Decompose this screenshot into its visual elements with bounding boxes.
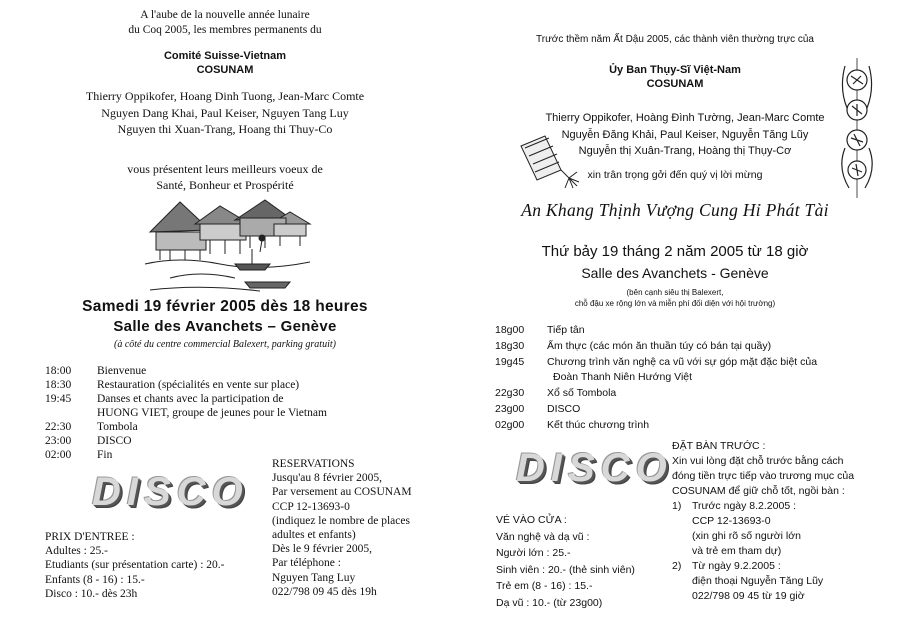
left-event-date: Samedi 19 février 2005 dès 18 heures [82,298,368,315]
schedule-item: Kết thúc chương trình [547,418,650,431]
right-event-date: Thứ bảy 19 tháng 2 năm 2005 từ 18 giờ [541,243,809,260]
price-line: Enfants (8 - 16) : 15.- [45,573,145,586]
ticket-line: Dạ vũ : 10.- (từ 23g00) [496,596,603,609]
intro-line: du Coq 2005, les membres permanents du [128,24,322,36]
left-schedule [45,364,415,462]
booking-item [672,499,892,559]
reservation-line: adultes et enfants) [272,529,356,542]
left-reservations [272,457,442,599]
schedule-time: 23:00 [45,435,72,447]
reservation-line: Par versement au COSUNAM [272,486,412,499]
firecracker-illustration [515,126,585,196]
reservation-line: Dès le 9 février 2005, [272,543,372,556]
booking-item-number: 1) [672,500,682,512]
schedule-item: Bienvenue [97,365,147,377]
booking-item-lines [692,559,892,604]
right-tickets [496,512,696,611]
ticket-line: Sinh viên : 20.- (thẻ sinh viên) [496,563,635,576]
right-page [450,0,900,636]
schedule-time: 23g00 [495,402,525,415]
booking-line: 022/798 09 45 từ 19 giờ [692,590,805,602]
right-greeting: An Khang Thịnh Vượng Cung Hỉ Phát Tài [521,200,829,220]
reservation-line: 022/798 09 45 dès 19h [272,585,377,598]
reservation-line: Jusqu'au 8 février 2005, [272,472,383,485]
left-disco-title: DISCO [92,470,249,514]
left-members [50,88,400,138]
schedule-time: 18:30 [45,379,72,391]
schedule-time: 19:45 [45,393,72,405]
booking-item [672,559,892,604]
booking-intro-line: COSUNAM để giữ chỗ tốt, ngồi bàn : [672,485,845,497]
ticket-line: Người lớn : 25.- [496,547,571,559]
member-line: Thierry Oppikofer, Hoàng Đình Tường, Jean-Marc Comte [545,112,825,124]
right-venue-notes [495,287,855,309]
schedule-item: Xổ số Tombola [547,387,617,400]
member-line: Nguyen Dang Khai, Paul Keiser, Nguyen Tang Luy [101,105,349,120]
price-line: Adultes : 25.- [45,545,108,558]
wishes-line: Santé, Bonheur et Prospérité [156,178,294,192]
booking-item-number: 2) [672,560,682,572]
booking-line: và trẻ em tham dự) [692,545,782,557]
booking-title: ĐẶT BÀN TRƯỚC : [672,440,766,452]
schedule-item: Tombola [97,421,138,433]
ticket-line: Văn nghệ và dạ vũ : [496,530,590,543]
booking-line: CCP 12-13693-0 [692,515,771,527]
left-prices [45,530,265,601]
schedule-time: 02g00 [495,418,525,431]
venue-note-line: (bên cạnh siêu thị Balexert, [626,288,724,297]
booking-item-lines [692,499,892,559]
reservations-title: RESERVATIONS [272,458,355,470]
schedule-time [45,406,89,420]
tickets-title: VÉ VÀO CỬA : [496,514,567,526]
schedule-item: Danses et chants avec la participation de [97,393,284,405]
schedule-item: DISCO [97,435,132,447]
booking-intro-line: đóng tiền trực tiếp vào trương mục của [672,470,855,482]
schedule-time: 22:30 [45,421,72,433]
ticket-line: Trẻ em (8 - 16) : 15.- [496,580,593,592]
reservation-line: Nguyen Tang Luy [272,571,356,584]
left-committee: Comité Suisse-Vietnam [163,50,287,62]
left-venue: Salle des Avanchets – Genève [113,318,337,335]
left-wishes [80,161,370,193]
right-intro: Trước thềm năm Ất Dậu 2005, các thành viên thường trực của [536,34,814,45]
price-line: Etudiants (sur présentation carte) : 20.- [45,559,225,572]
booking-line: Trước ngày 8.2.2005 : [692,500,796,512]
right-wishes: xin trân trọng gởi đến quý vị lời mừng [587,169,763,181]
booking-line: Từ ngày 9.2.2005 : [692,560,781,572]
member-line: Nguyễn thị Xuân-Trang, Hoàng thị Thụy-Cơ [578,145,792,157]
schedule-time: 18:00 [45,365,72,377]
left-venue-note: (à côté du centre commercial Balexert, parking gratuit) [114,339,336,350]
schedule-item: Fin [97,449,113,461]
schedule-item: Tiếp tân [547,324,585,336]
right-committee: Ủy Ban Thụy-Sĩ Việt-Nam [609,64,741,76]
left-acronym: COSUNAM [196,64,254,76]
schedule-item: Đoàn Thanh Niên Hướng Việt [553,371,693,384]
schedule-item: Chương trình văn nghệ ca vũ với sự góp mặt đặc biệt của [547,355,818,368]
right-schedule [495,323,885,434]
schedule-time: 18g30 [495,339,525,352]
right-venue: Salle des Avanchets - Genève [581,265,769,281]
schedule-item: DISCO [547,402,581,415]
right-disco-title: DISCO [516,446,673,490]
member-line: Nguyen thi Xuan-Trang, Hoang thi Thuy-Co [117,122,333,136]
right-booking [672,439,892,604]
village-sketch-illustration [140,194,315,294]
schedule-time: 22g30 [495,387,525,400]
left-intro [90,8,360,38]
prices-title: PRIX D'ENTREE : [45,531,135,543]
booking-intro-line: Xin vui lòng đặt chỗ trước bằng cách [672,455,844,467]
reservation-line: (indiquez le nombre de places [272,514,410,527]
reservation-line: Par téléphone : [272,557,341,570]
venue-note-line: chỗ đậu xe rộng lớn và miễn phí đối diện với hội trường) [574,299,776,308]
schedule-time: 18g00 [495,324,525,336]
intro-line: A l'aube de la nouvelle année lunaire [140,9,310,21]
price-line: Disco : 10.- dès 23h [45,587,138,600]
schedule-time: 19g45 [495,355,525,368]
reservation-line: CCP 12-13693-0 [272,500,350,513]
member-line: Nguyễn Đăng Khải, Paul Keiser, Nguyễn Tăng Lũy [561,128,809,141]
booking-line: điện thoại Nguyễn Tăng Lũy [692,575,824,587]
booking-line: (xin ghi rõ số người lớn [692,530,801,542]
right-acronym: COSUNAM [646,78,704,90]
schedule-item: Restauration (spécialités en vente sur place) [97,379,300,391]
member-line: Thierry Oppikofer, Hoang Dinh Tuong, Jean-Marc Comte [85,89,365,103]
schedule-item: HUONG VIET, groupe de jeunes pour le Vietnam [97,407,327,419]
schedule-time [495,370,539,386]
wishes-line: vous présentent leurs meilleurs voeux de [127,162,323,176]
schedule-item: Ẩm thực (các món ăn thuần túy có bán tại quầy) [547,339,772,352]
calligraphy-ornament [837,58,877,198]
schedule-time: 02:00 [45,449,72,461]
